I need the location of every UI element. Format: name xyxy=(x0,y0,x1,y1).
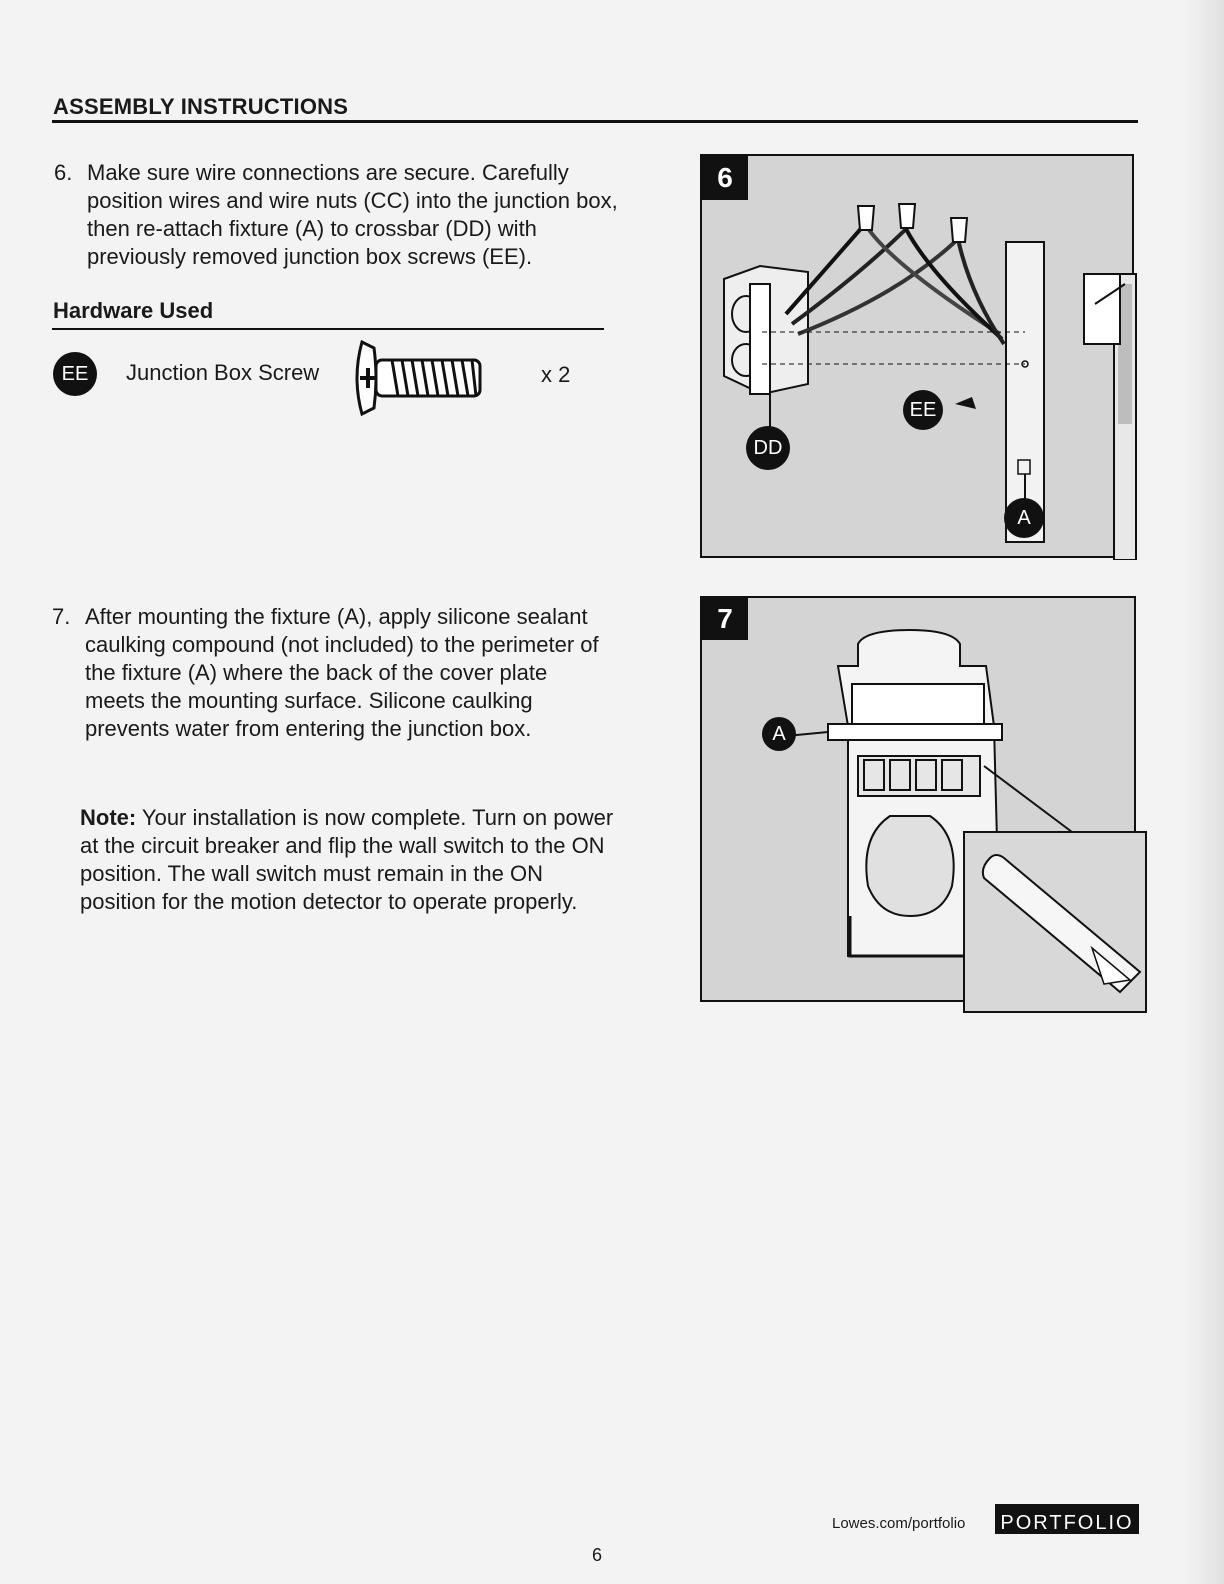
figure-badge: 7 xyxy=(702,598,748,640)
callout-a: A xyxy=(762,717,796,751)
callout-dd: DD xyxy=(746,426,790,470)
figure-6-illustration xyxy=(700,154,1138,560)
page-edge-shadow xyxy=(1184,0,1224,1584)
brand-logo: PORTFOLIO xyxy=(995,1504,1139,1534)
hardware-name: Junction Box Screw xyxy=(126,360,320,385)
hardware-quantity: x 2 xyxy=(541,362,571,387)
step-6 xyxy=(54,159,624,279)
hardware-divider xyxy=(52,328,604,330)
footer-url: Lowes.com/portfolio xyxy=(832,1515,966,1532)
figure-6 xyxy=(700,154,1138,560)
step-7 xyxy=(52,603,622,773)
figure-7-illustration xyxy=(700,596,1160,1022)
figure-7 xyxy=(700,596,1160,1022)
callout-ee: EE xyxy=(903,390,943,430)
completion-note xyxy=(80,804,620,916)
hardware-badge: EE xyxy=(53,352,97,396)
header-divider xyxy=(52,120,1138,123)
note-text: Your installation is now complete. Turn on power at the circuit breaker and flip the wall switch to the ON position. The wall switch must remain in the ON position for the motion detector to operate properly. xyxy=(80,805,614,914)
step-text: After mounting the fixture (A), apply silicone sealant caulking compound (not included) to the perimeter of the fixture (A) where the back of the cover plate meets the mounting surface. Silicone caulking prevents water from entering the junction box. xyxy=(85,604,599,741)
step-text: Make sure wire connections are secure. Carefully position wires and wire nuts (CC) into the junction box, then re-attach fixture (A) to crossbar (DD) with previously removed junction box screws (EE). xyxy=(87,160,618,269)
figure-badge: 6 xyxy=(702,156,748,200)
screw-icon xyxy=(352,338,492,418)
page-number: 6 xyxy=(592,1545,603,1565)
note-label: Note: xyxy=(80,805,137,830)
step-number: 7. xyxy=(52,604,71,629)
callout-a: A xyxy=(1004,498,1044,538)
hardware-used-title: Hardware Used xyxy=(53,298,214,323)
page-title: ASSEMBLY INSTRUCTIONS xyxy=(53,94,349,119)
step-number: 6. xyxy=(54,160,73,185)
